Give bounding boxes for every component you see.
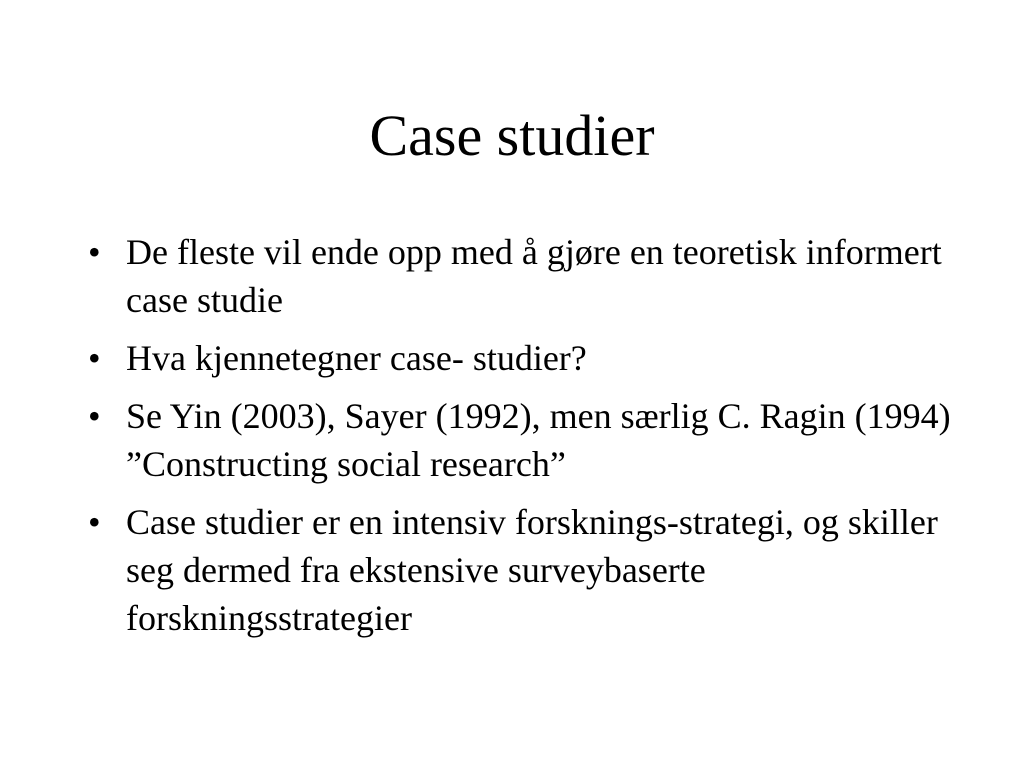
bullet-text: Se Yin (2003), Sayer (1992), men særlig C. Ragin (1994) ”Constructing social research”	[126, 396, 951, 484]
bullet-text: Hva kjennetegner case- studier?	[126, 338, 587, 378]
bullet-icon: •	[88, 338, 101, 378]
bullet-text: Case studier er en intensiv forsknings-strategi, og skiller seg dermed fra ekstensive surveybaserte forskningsstrategier	[126, 502, 938, 638]
bullet-list	[88, 228, 988, 652]
bullet-item	[88, 498, 988, 642]
bullet-item	[88, 334, 988, 382]
bullet-icon: •	[88, 396, 101, 436]
slide-title: Case studier	[369, 103, 655, 168]
bullet-item	[88, 392, 988, 488]
bullet-item	[88, 228, 988, 324]
bullet-icon: •	[88, 232, 101, 272]
bullet-icon: •	[88, 502, 101, 542]
bullet-text: De fleste vil ende opp med å gjøre en teoretisk informert case studie	[126, 232, 942, 320]
